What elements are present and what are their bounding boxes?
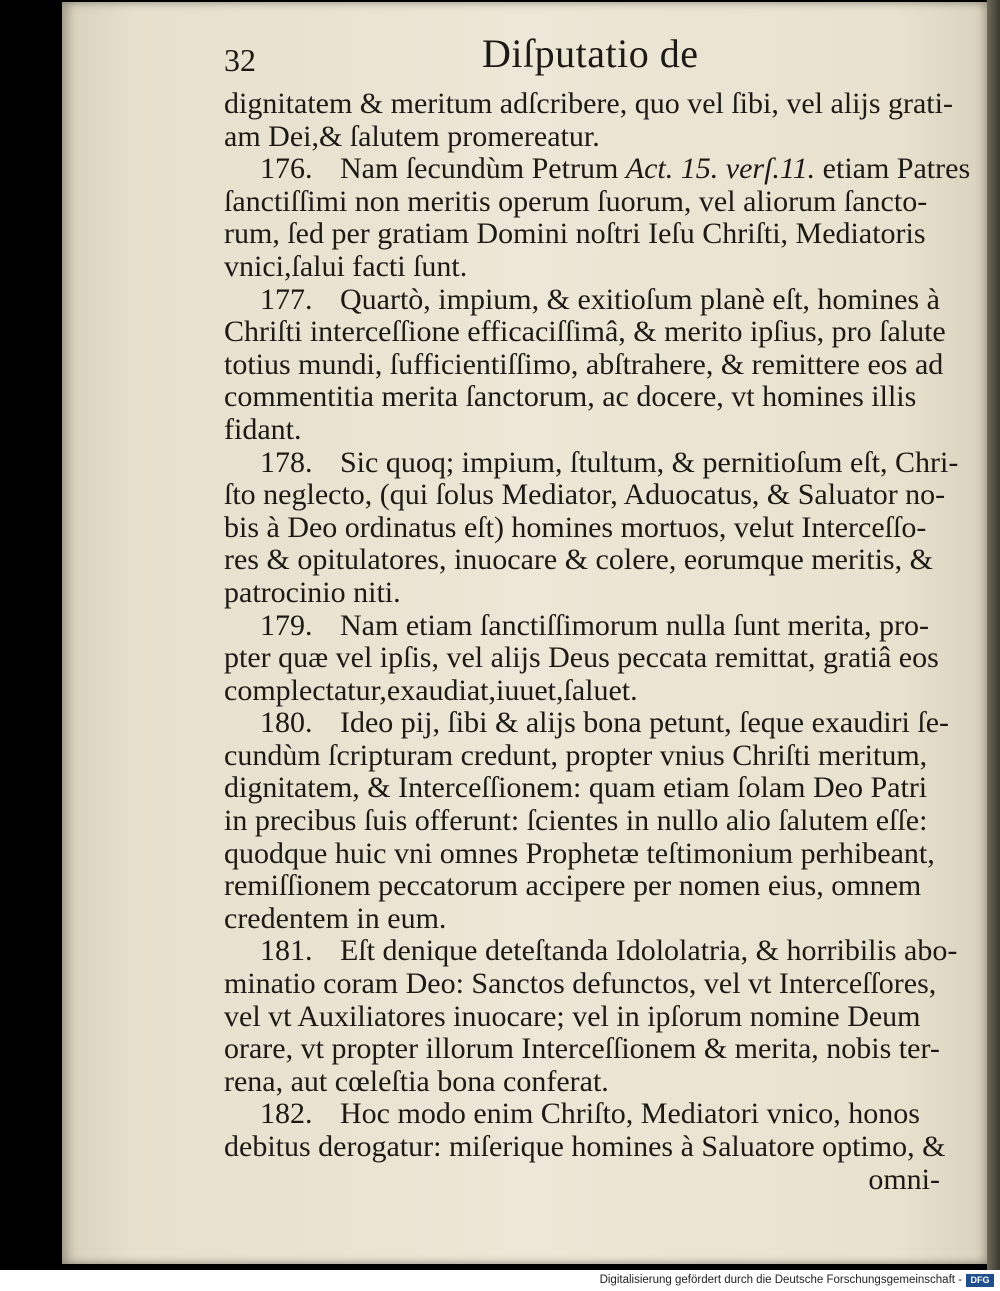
paragraph-number: 182.: [260, 1097, 313, 1131]
page-text-block: [224, 31, 971, 1196]
text-line: Chriſti interceſſione efficaciſſimâ, & merito ipſius, pro ſalute: [224, 315, 946, 349]
dfg-logo: DFG: [966, 1274, 994, 1287]
text-line: complectatur,exaudiat,iuuet,ſaluet.: [224, 673, 638, 707]
text-line: bis à Deo ordinatus eſt) homines mortuos, velut Interceſſo-: [224, 510, 927, 544]
text-line: orare, vt propter illorum Interceſſionem & merita, nobis ter-: [224, 1032, 940, 1066]
paragraph-182-first-line: [224, 1098, 960, 1131]
text-line: dignitatem & meritum adſcribere, quo vel ſibi, vel alijs grati-: [224, 87, 953, 120]
text-line: am Dei,& ſalutem promereatur.: [224, 119, 600, 153]
text-line: minatio coram Deo: Sanctos defunctos, vel vt Interceſſores,: [224, 967, 937, 1001]
paragraph-number: 176.: [260, 152, 313, 186]
paragraph-176-first-line: [224, 152, 971, 186]
text-span: Eſt denique deteſtanda Idololatria, & horribilis abo-: [340, 934, 958, 968]
paragraph-number: 180.: [260, 706, 313, 740]
text-span: Hoc modo enim Chriſto, Mediatori vnico, honos: [340, 1097, 920, 1131]
text-span: Nam ſecundùm Petrum: [340, 152, 626, 186]
text-line: rum, ſed per gratiam Domini noſtri Ieſu Chriſti, Mediatoris: [224, 217, 926, 251]
paragraph-number: 177.: [260, 282, 313, 316]
paragraph-178-first-line: [224, 447, 960, 480]
text-line: ſanctiſſimi non meritis operum ſuorum, vel aliorum ſancto-: [224, 184, 928, 218]
page-edge-strip: [987, 0, 1000, 1270]
text-line: ſto neglecto, (qui ſolus Mediator, Aduocatus, & Saluator no-: [224, 478, 946, 512]
text-line: dignitatem, & Interceſſionem: quam etiam ſolam Deo Patri: [224, 771, 928, 805]
catchword: omni-: [868, 1162, 940, 1196]
text-line: res & opitulatores, inuocare & colere, eorumque meritis, &: [224, 543, 933, 577]
paragraph-number: 179.: [260, 608, 313, 642]
scripture-reference: Act. 15. verſ.11.: [625, 152, 816, 186]
text-line: patrocinio niti.: [224, 575, 401, 609]
digitization-footer: [0, 1270, 1000, 1291]
paragraph-177-first-line: [224, 284, 960, 317]
paragraph-181-first-line: [224, 935, 960, 968]
paragraph-number: 178.: [260, 445, 313, 479]
page-header: [224, 31, 960, 88]
text-line: credentem in eum.: [224, 901, 447, 935]
text-span: etiam Patres: [815, 152, 971, 186]
text-span: Sic quoq; impium, ſtultum, & pernitioſum eſt, Chri-: [340, 445, 959, 479]
text-line: fidant.: [224, 412, 302, 446]
text-line: vel vt Auxiliatores inuocare; vel in ipſorum nomine Deum: [224, 999, 921, 1033]
running-title: Diſputatio de: [482, 31, 699, 76]
text-line: vnici,ſalui facti ſunt.: [224, 249, 468, 283]
paragraph-180-first-line: [224, 707, 960, 740]
text-line: totius mundi, ſufficientiſſimo, abſtrahere, & remittere eos ad: [224, 347, 944, 381]
text-span: Nam etiam ſanctiſſimorum nulla ſunt merita, pro-: [340, 608, 930, 642]
paragraph-number: 181.: [260, 934, 313, 968]
text-line: in precibus ſuis offerunt: ſcientes in nullo alio ſalutem eſſe:: [224, 804, 928, 838]
text-line: commentitia merita ſanctorum, ac docere, vt homines illis: [224, 380, 917, 414]
text-span: Quartò, impium, & exitioſum planè eſt, homines à: [340, 282, 940, 316]
text-line: pter quæ vel ipſis, vel alijs Deus peccata remittat, gratiâ eos: [224, 641, 939, 675]
text-line: debitus derogatur: miſerique homines à Saluatore optimo, &: [224, 1130, 946, 1163]
text-line: cundùm ſcripturam credunt, propter vnius Chriſti meritum,: [224, 738, 928, 772]
text-line: rena, aut cœleſtia bona conferat.: [224, 1064, 609, 1098]
text-span: Ideo pij, ſibi & alijs bona petunt, ſeque exaudiri ſe-: [340, 706, 950, 740]
paragraph-179-first-line: [224, 610, 960, 643]
text-line: quodque huic vni omnes Prophetæ teſtimonium perhibeant,: [224, 836, 935, 870]
page-number: 32: [224, 42, 256, 78]
funding-notice: Digitalisierung gefördert durch die Deutsche Forschungsgemeinschaft -: [599, 1274, 962, 1286]
text-line: remiſſionem peccatorum accipere per nomen eius, omnem: [224, 869, 922, 903]
